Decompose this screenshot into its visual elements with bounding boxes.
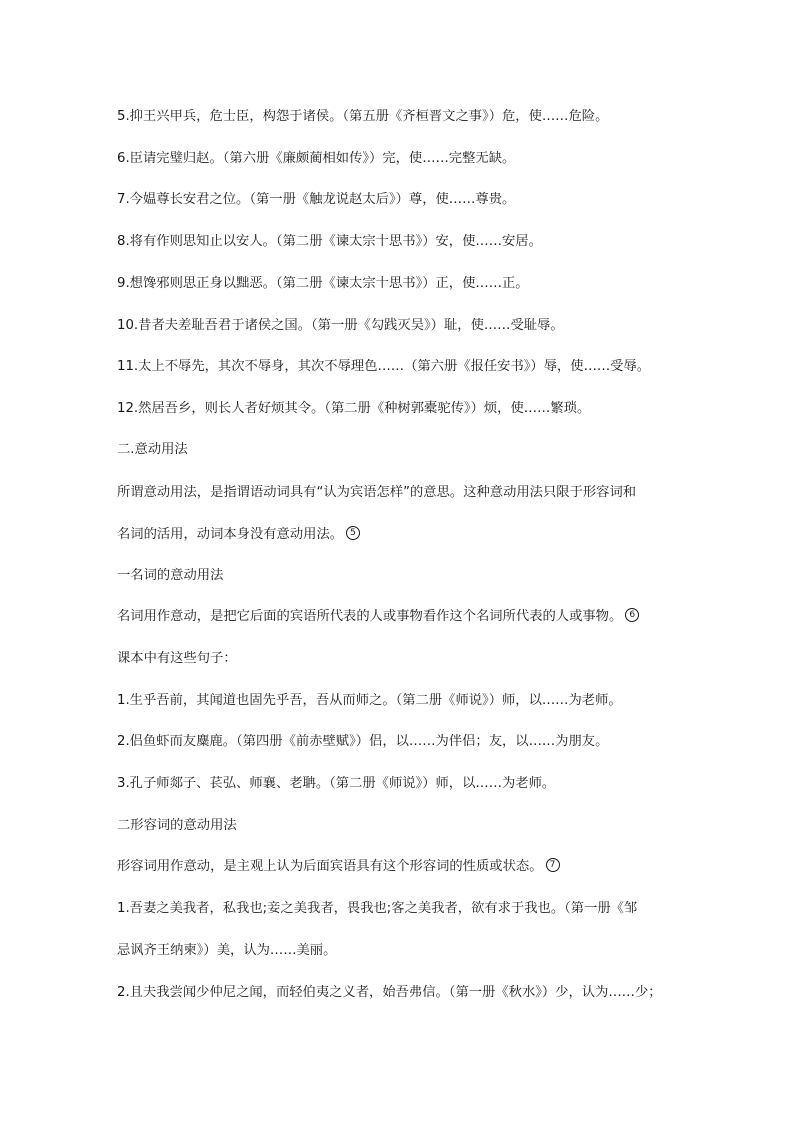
line-text: 2.侣鱼虾而友麋鹿。（第四册《前赤壁赋》）侣，以……为伴侣；友，以……为朋友。: [117, 734, 609, 749]
line-text: 忌讽齐王纳柬》）美，认为……美丽。: [117, 943, 337, 958]
line-text: 形容词用作意动，是主观上认为后面宾语具有这个形容词的性质或状态。: [117, 859, 543, 874]
subsection-heading-noun: [117, 567, 717, 585]
paragraph-definition-line-1: [117, 484, 717, 502]
heading-text: 二形容词的意动用法: [117, 818, 237, 833]
line-text: 所谓意动用法，是指谓语动词具有“认为宾语怎样”的意思。这种意动用法只限于形容词和: [117, 485, 637, 500]
example-line-noun-1: [117, 692, 717, 710]
footnote-marker-7[interactable]: 7: [546, 858, 560, 872]
example-line-adjective-1a: [117, 900, 717, 918]
text-line-causative-6: [117, 150, 717, 168]
text-line-causative-5: [117, 108, 717, 126]
footnote-marker-6[interactable]: 6: [625, 608, 639, 622]
heading-text: 一名词的意动用法: [117, 568, 224, 583]
line-text: 1.生乎吾前，其闻道也固先乎吾，吾从而师之。（第二册《师说》）师，以……为老师。: [117, 693, 622, 708]
line-text: 7.今媪尊长安君之位。（第一册《触龙说赵太后》）尊，使……尊贵。: [117, 192, 516, 207]
paragraph-adjective-definition: [117, 858, 717, 876]
line-text: 8.将有作则思知止以安人。（第二册《谏太宗十思书》）安，使……安居。: [117, 234, 542, 249]
line-text: 5.抑王兴甲兵，危士臣，构怨于诸侯。（第五册《齐桓晋文之事》）危，使……危险。: [117, 109, 609, 124]
subsection-heading-adjective: [117, 817, 717, 835]
line-text: 名词用作意动，是把它后面的宾语所代表的人或事物看作这个名词所代表的人或事物。: [117, 609, 623, 624]
text-line-causative-12: [117, 400, 717, 418]
intro-line-examples: [117, 650, 717, 668]
example-line-adjective-1b: [117, 942, 717, 960]
text-line-causative-9: [117, 275, 717, 293]
example-line-noun-2: [117, 733, 717, 751]
text-line-causative-7: [117, 191, 717, 209]
line-text: 名词的活用，动词本身没有意动用法。: [117, 527, 344, 542]
example-line-adjective-2: [117, 984, 717, 1002]
text-line-causative-8: [117, 233, 717, 251]
paragraph-definition-line-2: [117, 526, 717, 544]
text-line-causative-10: [117, 317, 717, 335]
line-text: 1.吾妻之美我者，私我也;妾之美我者，畏我也;客之美我者，欲有求于我也。（第一册《邹: [117, 901, 638, 916]
line-text: 10.昔者夫差耻吾君于诸侯之国。（第一册《勾践灭吴》）耻，使……受耻辱。: [117, 318, 564, 333]
line-text: 12.然居吾乡，则长人者好烦其令。（第二册《种树郭橐驼传》）烦，使……繁琐。: [117, 401, 591, 416]
text-line-causative-11: [117, 358, 717, 376]
line-text: 2.且夫我尝闻少仲尼之闻，而轻伯夷之义者，始吾弗信。（第一册《秋水》）少，认为……少；: [117, 985, 662, 1000]
section-heading-putative: [117, 441, 717, 459]
line-text: 课本中有这些句子：: [117, 651, 237, 666]
line-text: 11.太上不辱先，其次不辱身，其次不辱理色……（第六册《报任安书》）辱，使……受辱。: [117, 359, 651, 374]
paragraph-noun-definition: [117, 608, 717, 626]
line-text: 9.想馋邪则思正身以黜恶。（第二册《谏太宗十思书》）正，使……正。: [117, 276, 529, 291]
line-text: 6.臣请完璧归赵。（第六册《廉颇蔺相如传》）完，使……完整无缺。: [117, 151, 516, 166]
heading-text: 二.意动用法: [117, 442, 188, 457]
line-text: 3.孔子师郯子、苌弘、师襄、老聃。（第二册《师说》）师，以……为老师。: [117, 776, 556, 791]
footnote-marker-5[interactable]: 5: [346, 526, 360, 540]
example-line-noun-3: [117, 775, 717, 793]
